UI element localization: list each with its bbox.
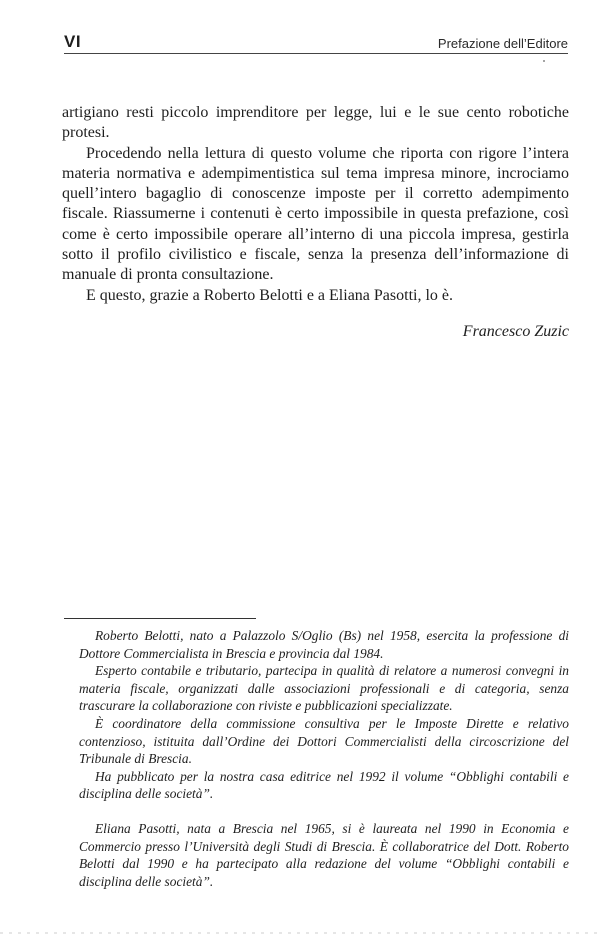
body-paragraph: artigiano resti piccolo imprenditore per legge, lui e le sue cento robotiche protesi.: [62, 104, 569, 142]
note-paragraph: Esperto contabile e tributario, partecipa in qualità di relatore a numerosi convegni in materia fiscale, organizzati dalle associazioni professionali e di categoria, senza trascurare la collaborazione con riviste e pubblicazioni specializzate.: [79, 663, 569, 714]
body-paragraph: E questo, grazie a Roberto Belotti e a Eliana Pasotti, lo è.: [86, 286, 454, 304]
note-spacer: [79, 803, 569, 820]
scan-speck: [543, 60, 545, 62]
preface-body: [62, 103, 569, 306]
section-title: Prefazione dell’Editore: [437, 36, 568, 51]
page-number: VI: [64, 32, 82, 51]
note-paragraph: Eliana Pasotti, nata a Brescia nel 1965, si è laureata nel 1990 in Economia e Commercio presso l’Università degli Studi di Brescia. È collaboratrice del Dott. Roberto Belotti dal 1990 e ha partecipato alla redazione del volume “Obblighi contabili e disciplina delle società”.: [79, 820, 569, 889]
note-paragraph: Ha pubblicato per la nostra casa editrice nel 1992 il volume “Obblighi contabili e disciplina delle società”.: [79, 768, 569, 802]
author-signature: Francesco Zuzic: [462, 323, 569, 340]
note-paragraph: È coordinatore della commissione consultiva per le Imposte Dirette e relativo contenzioso, istituita dall’Ordine dei Dottori Commercialisti della circoscrizione del Tribunale di Brescia.: [79, 715, 569, 767]
note-paragraph: Roberto Belotti, nato a Palazzolo S/Oglio (Bs) nel 1958, esercita la professione di Dottore Commercialista in Brescia e provincia dal 1984.: [79, 628, 569, 661]
footnote-rule: [64, 618, 256, 619]
scan-edge-noise: [0, 932, 600, 934]
header-rule: [64, 53, 568, 54]
body-paragraph: Procedendo nella lettura di questo volume che riporta con rigore l’intera materia normativa e adempimentistica sul tema impresa minore, incrociamo quell’intero bagaglio di conoscenze imposte per il corretto adempimento fiscale. Riassumerne i contenuti è certo impossibile in questa prefazione, così come è certo impossibile operare all’interno di una piccola impresa, gestirla sotto il profilo civilistico e fiscale, senza la presenza dell’informazione di manuale di pronta consultazione.: [62, 144, 569, 284]
author-notes: [79, 627, 569, 890]
